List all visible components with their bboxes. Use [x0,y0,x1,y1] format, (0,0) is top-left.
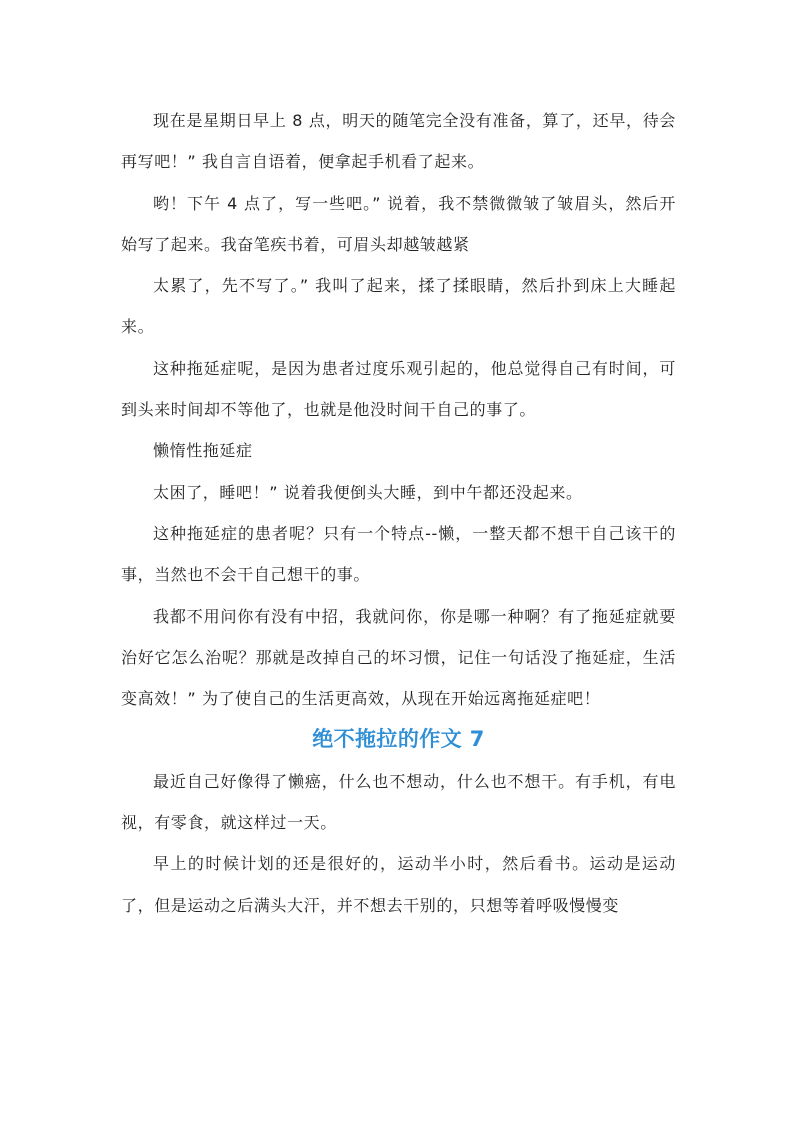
paragraph-optimism-explanation: 这种拖延症呢，是因为患者过度乐观引起的，他总觉得自己有时间，可到头来时间却不等他了，也就是他没时间干自己的事了。 [121,358,676,420]
paragraph-lazy-cancer: 最近自己好像得了懒癌，什么也不想动，什么也不想干。有手机，有电视，有零食，就这样过一天。 [121,771,676,833]
paragraph-too-tired: 太累了，先不写了。” 我叫了起来，揉了揉眼睛，然后扑到床上大睡起来。 [121,276,676,337]
paragraph-morning-plan: 早上的时候计划的还是很好的，运动半小时，然后看书。运动是运动了，但是运动之后满头大汗，并不想去干别的，只想等着呼吸慢慢变 [121,854,676,915]
paragraph-lazy-explanation: 这种拖延症的患者呢？只有一个特点--懒，一整天都不想干自己该干的事，当然也不会干自己想干的事。 [121,523,676,585]
paragraph-sunday-morning: 现在是星期日早上 8 点，明天的随笔完全没有准备，算了，还早，待会再写吧！” 我自言自语着，便拿起手机看了起来。 [121,111,676,172]
section-heading: 绝不拖拉的作文 7 [312,727,485,752]
paragraph-too-sleepy: 太困了，睡吧！” 说着我便倒头大睡，到中午都还没起来。 [153,482,583,502]
subheading-lazy-procrastination: 懒惰性拖延症 [153,441,253,461]
article-body [121,100,676,926]
paragraph-afternoon: 哟！下午 4 点了，写一些吧。” 说着，我不禁微微皱了皱眉头，然后开始写了起来。我奋笔疾书着，可眉头却越皱越紧 [121,193,676,254]
paragraph-conclusion: 我都不用问你有没有中招，我就问你，你是哪一种啊？有了拖延症就要治好它怎么治呢？那就是改掉自己的坏习惯，记住一句话没了拖延症，生活变高效！” 为了使自己的生活更高效，从现在开始远离拖延症吧！ [121,606,676,709]
